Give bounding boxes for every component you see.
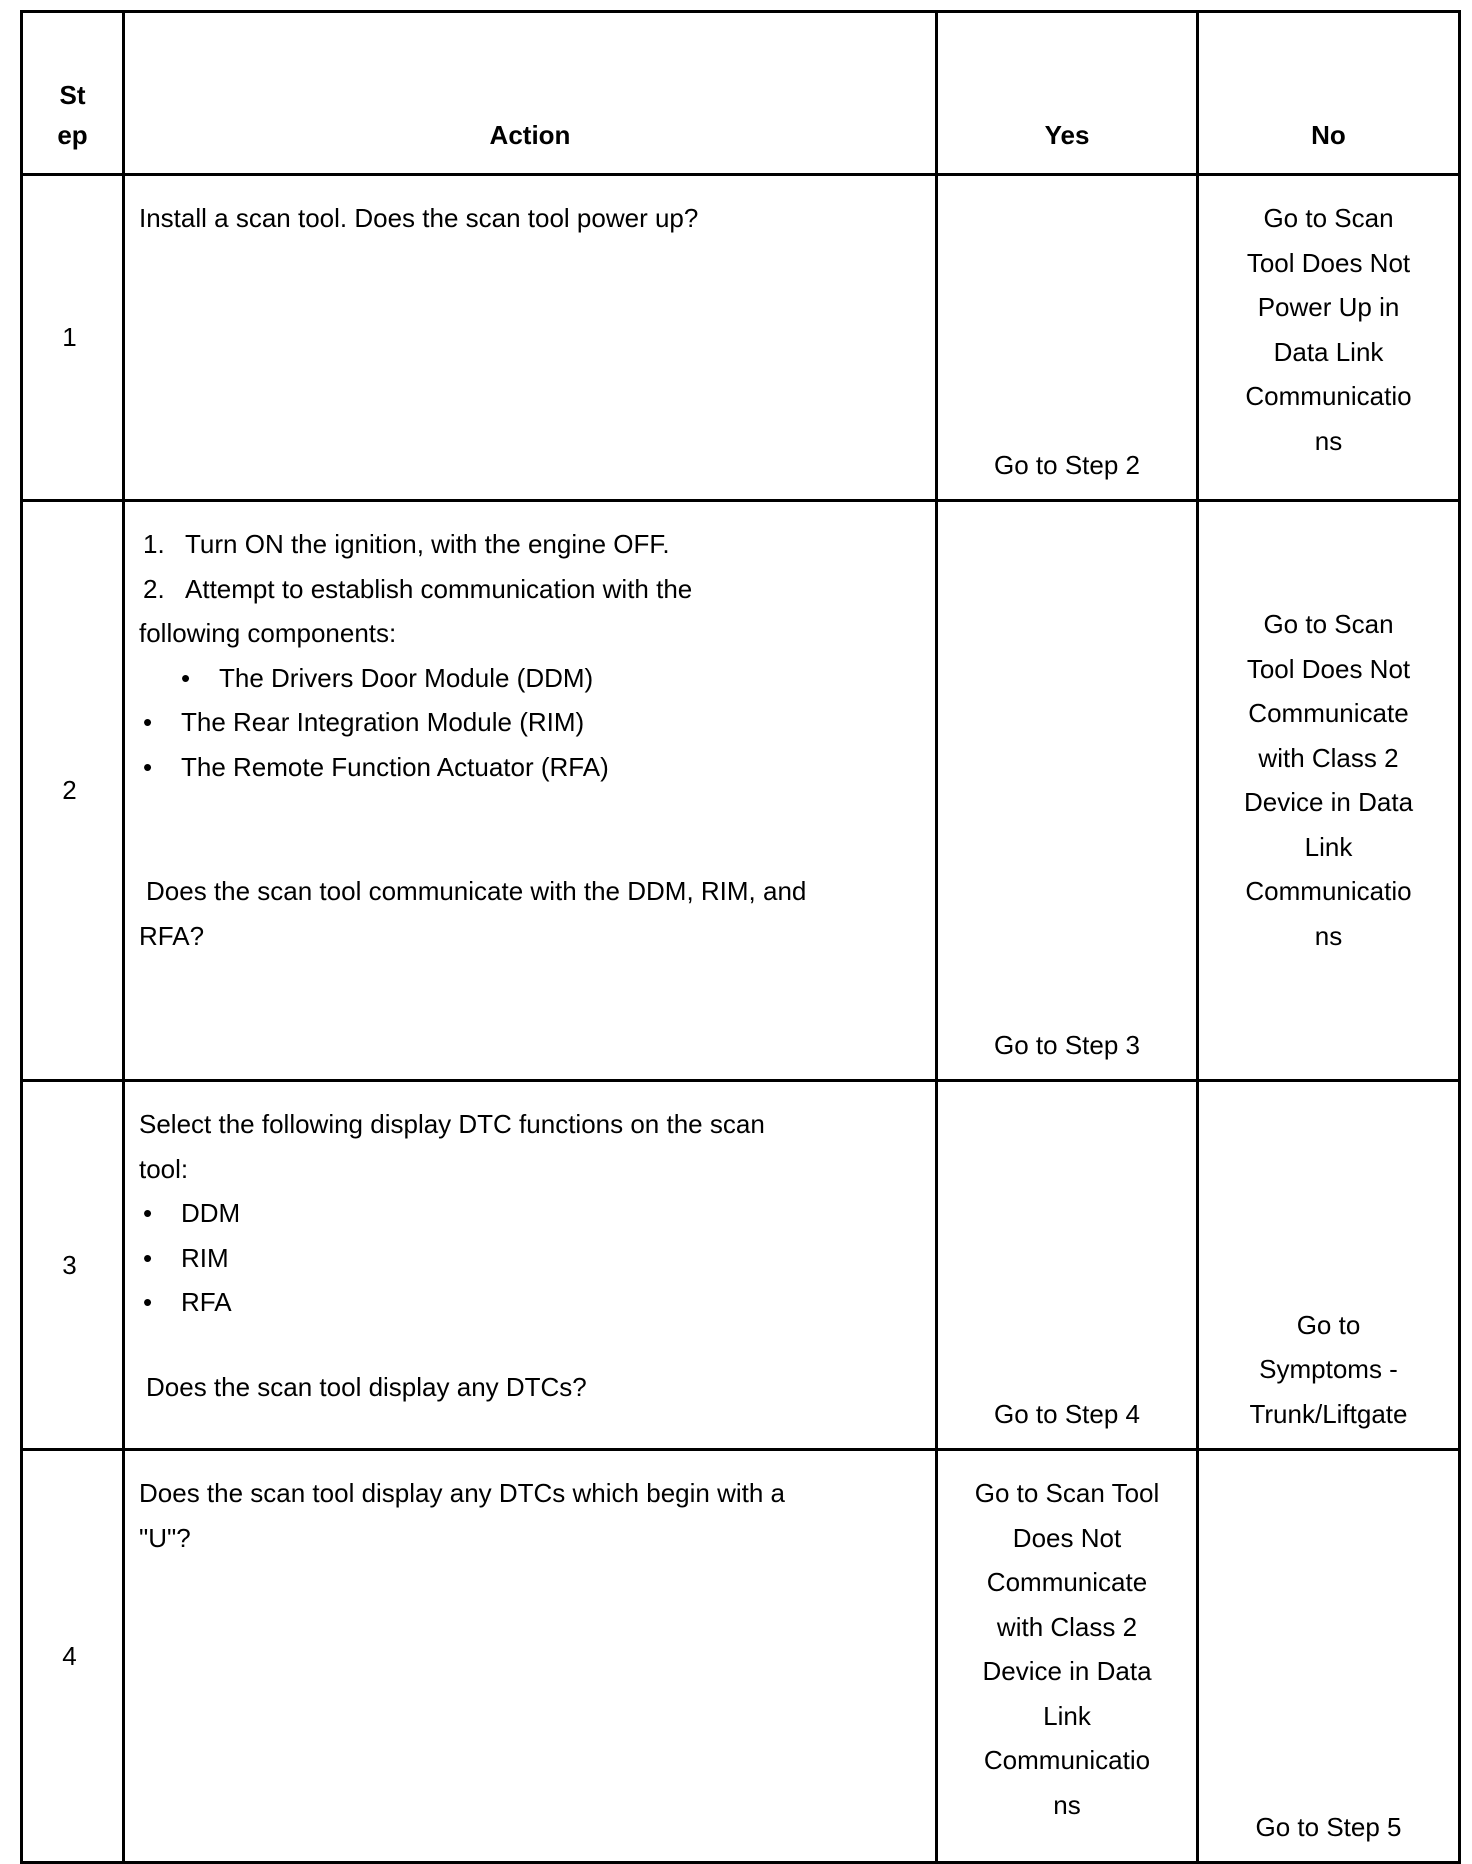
intro-text: Select the following display DTC functions on the scan	[139, 1109, 765, 1139]
header-yes: Yes	[937, 12, 1198, 175]
no-link[interactable]: Go to Scan Tool Does Not Power Up in Data Link Communicatio ns	[1245, 203, 1412, 456]
table-row-step-1	[22, 175, 1460, 501]
action-text: Does the scan tool display any DTCs which begin with a	[139, 1478, 785, 1508]
step-number: 4	[22, 1450, 124, 1863]
bullet-icon: •	[143, 1242, 153, 1273]
no-link[interactable]: Go to Step 5	[1255, 1811, 1402, 1842]
no-cell	[1198, 175, 1460, 501]
yes-link[interactable]: Go to Scan Tool Does Not Communicate with Class 2 Device in Data Link Communicatio ns	[974, 1478, 1160, 1820]
header-step: St ep	[22, 12, 124, 175]
list-item: 2. Attempt to establish communication with the	[143, 573, 693, 604]
list-item: • The Rear Integration Module (RIM)	[139, 700, 865, 745]
table-row-step-4	[22, 1450, 1460, 1863]
diagnostic-table	[20, 10, 1461, 1864]
action-cell	[124, 1081, 937, 1450]
bullet-icon: •	[143, 751, 153, 782]
action-cell	[124, 501, 937, 1081]
yes-cell	[937, 175, 1198, 501]
question-text-cont: RFA?	[139, 920, 205, 951]
list-item: • RFA	[139, 1280, 865, 1325]
yes-link[interactable]: Go to Step 3	[994, 1029, 1140, 1060]
bullet-icon: •	[181, 662, 191, 693]
yes-link[interactable]: Go to Step 2	[994, 449, 1140, 480]
no-link[interactable]: Go to Symptoms - Trunk/Liftgate	[1249, 1309, 1408, 1429]
list-item: • RIM	[139, 1236, 865, 1281]
table-row-step-3	[22, 1081, 1460, 1450]
list-item-continuation: following components:	[139, 618, 397, 648]
action-text-cont: "U"?	[139, 1522, 191, 1553]
no-link[interactable]: Go to Scan Tool Does Not Communicate with Class 2 Device in Data Link Communicatio ns	[1243, 609, 1414, 951]
question-text: Does the scan tool display any DTCs?	[146, 1371, 587, 1402]
list-item: • The Drivers Door Module (DDM)	[139, 656, 865, 701]
yes-cell	[937, 501, 1198, 1081]
step-number: 2	[22, 501, 124, 1081]
list-item: • DDM	[139, 1191, 865, 1236]
no-cell	[1198, 501, 1460, 1081]
question-text: Does the scan tool communicate with the DDM, RIM, and	[146, 876, 807, 906]
table-row-step-2	[22, 501, 1460, 1081]
yes-cell	[937, 1081, 1198, 1450]
step-number: 1	[22, 175, 124, 501]
list-item: 1. Turn ON the ignition, with the engine OFF.	[143, 529, 670, 559]
step-number: 3	[22, 1081, 124, 1450]
list-item: • The Remote Function Actuator (RFA)	[139, 745, 865, 790]
no-cell	[1198, 1081, 1460, 1450]
yes-link[interactable]: Go to Step 4	[994, 1398, 1140, 1429]
bullet-icon: •	[143, 1198, 153, 1228]
action-cell	[124, 1450, 937, 1863]
header-action: Action	[124, 12, 937, 175]
header-row	[22, 12, 1460, 175]
bullet-icon: •	[143, 1287, 153, 1317]
action-text: Install a scan tool. Does the scan tool power up?	[139, 203, 699, 233]
header-no: No	[1198, 12, 1460, 175]
action-cell	[124, 175, 937, 501]
no-cell	[1198, 1450, 1460, 1863]
intro-text-cont: tool:	[139, 1153, 189, 1184]
yes-cell	[937, 1450, 1198, 1863]
bullet-icon: •	[143, 707, 153, 737]
